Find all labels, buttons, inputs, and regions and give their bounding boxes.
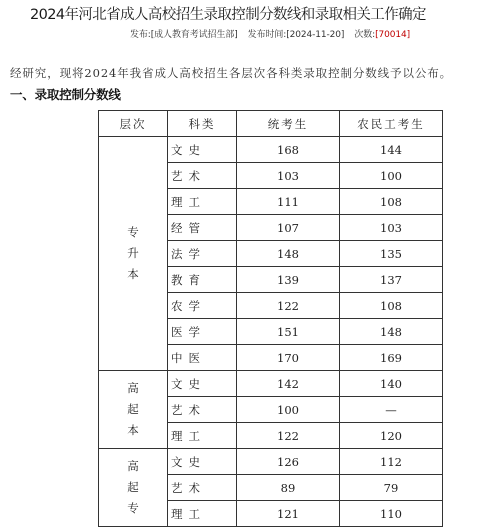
general-score: 122 <box>237 423 340 449</box>
section-heading: 一、录取控制分数线 <box>10 87 121 102</box>
general-score: 151 <box>237 319 340 345</box>
migrant-score: — <box>340 397 443 423</box>
level-label: 专升本 <box>127 225 139 281</box>
views-label: 次数: <box>354 30 376 40</box>
general-score: 148 <box>237 241 340 267</box>
general-score: 103 <box>237 163 340 189</box>
general-score: 89 <box>237 475 340 501</box>
level-cell <box>99 371 168 449</box>
score-table <box>98 110 443 527</box>
general-score: 121 <box>237 501 340 527</box>
general-score: 126 <box>237 449 340 475</box>
level-label: 高起本 <box>127 381 139 437</box>
article-meta <box>130 29 410 41</box>
table-row <box>99 371 443 397</box>
subject-cell: 理工 <box>168 423 237 449</box>
level-label: 高起专 <box>127 459 139 515</box>
migrant-score: 140 <box>340 371 443 397</box>
general-score: 107 <box>237 215 340 241</box>
subject-cell: 文史 <box>168 449 237 475</box>
subject-cell: 法学 <box>168 241 237 267</box>
general-score: 168 <box>237 137 340 163</box>
migrant-score: 110 <box>340 501 443 527</box>
level-cell <box>99 449 168 527</box>
migrant-score: 137 <box>340 267 443 293</box>
migrant-score: 135 <box>340 241 443 267</box>
publisher-value: [成人教育考试招生部] <box>150 30 238 40</box>
subject-cell: 艺术 <box>168 163 237 189</box>
general-score: 139 <box>237 267 340 293</box>
table-header-row <box>99 111 443 137</box>
migrant-score: 108 <box>340 293 443 319</box>
publisher-label: 发布: <box>130 30 151 40</box>
subject-cell: 农学 <box>168 293 237 319</box>
subject-cell: 教育 <box>168 267 237 293</box>
subject-cell: 经管 <box>168 215 237 241</box>
general-score: 122 <box>237 293 340 319</box>
table-row <box>99 137 443 163</box>
migrant-score: 144 <box>340 137 443 163</box>
views-count: [70014] <box>375 30 411 40</box>
publish-time-label: 发布时间: <box>247 30 287 40</box>
level-cell <box>99 137 168 371</box>
table-row <box>99 449 443 475</box>
general-score: 170 <box>237 345 340 371</box>
migrant-score: 100 <box>340 163 443 189</box>
header-general: 统考生 <box>237 111 340 137</box>
migrant-score: 169 <box>340 345 443 371</box>
migrant-score: 120 <box>340 423 443 449</box>
subject-cell: 文史 <box>168 371 237 397</box>
migrant-score: 108 <box>340 189 443 215</box>
migrant-score: 79 <box>340 475 443 501</box>
subject-cell: 文史 <box>168 137 237 163</box>
intro-paragraph: 经研究，现将2024年我省成人高校招生各层次各科类录取控制分数线予以公布。 <box>10 66 453 80</box>
migrant-score: 148 <box>340 319 443 345</box>
header-migrant: 农民工考生 <box>340 111 443 137</box>
article-title: 2024年河北省成人高校招生录取控制分数线和录取相关工作确定 <box>30 7 426 23</box>
migrant-score: 112 <box>340 449 443 475</box>
header-subject: 科类 <box>168 111 237 137</box>
migrant-score: 103 <box>340 215 443 241</box>
subject-cell: 理工 <box>168 501 237 527</box>
subject-cell: 艺术 <box>168 475 237 501</box>
subject-cell: 医学 <box>168 319 237 345</box>
general-score: 111 <box>237 189 340 215</box>
general-score: 142 <box>237 371 340 397</box>
subject-cell: 艺术 <box>168 397 237 423</box>
subject-cell: 中医 <box>168 345 237 371</box>
header-level: 层次 <box>99 111 168 137</box>
publish-time-value: [2024-11-20] <box>286 30 345 40</box>
general-score: 100 <box>237 397 340 423</box>
subject-cell: 理工 <box>168 189 237 215</box>
